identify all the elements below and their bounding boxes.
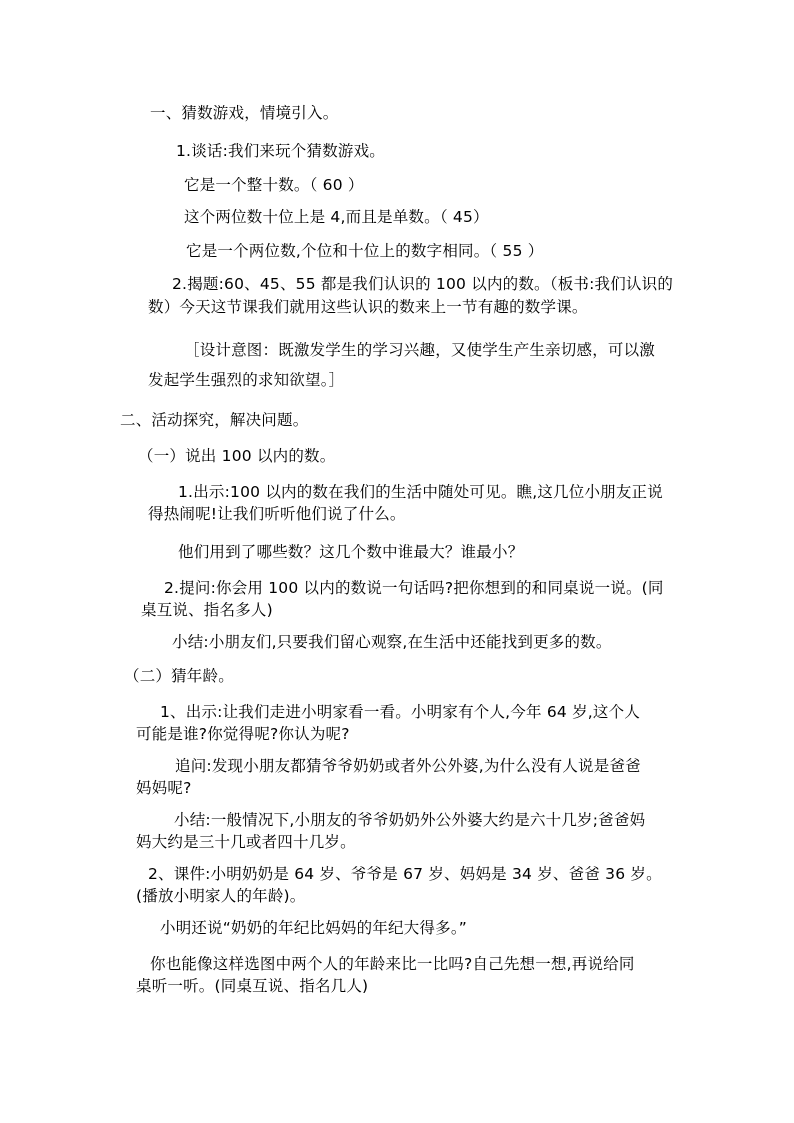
- subsection2-summary-line1: 小结:一般情况下,小朋友的爷爷奶奶外公外婆大约是六十几岁;爸爸妈: [174, 811, 646, 829]
- section1-clue1: 它是一个整十数。（ 60 ）: [184, 176, 364, 194]
- subsection2-quote: 小明还说“奶奶的年纪比妈妈的年纪大得多。”: [160, 919, 468, 937]
- subsection2-summary-line2: 妈大约是三十几或者四十几岁。: [136, 833, 356, 851]
- section1-clue3: 它是一个两位数,个位和十位上的数字相同。（ 55 ）: [186, 242, 544, 260]
- subsection1-heading: （一）说出 100 以内的数。: [138, 447, 336, 465]
- subsection2-item2-line2: (播放小明家人的年龄)。: [136, 887, 306, 905]
- subsection1-item2-line2: 桌互说、指名多人): [141, 601, 273, 619]
- subsection1-item1-line2: 得热闹呢!让我们听听他们说了什么。: [148, 505, 406, 523]
- subsection2-task-line1: 你也能像这样选图中两个人的年龄来比一比吗?自己先想一想,再说给同: [150, 955, 635, 973]
- subsection2-task-line2: 桌听一听。(同桌互说、指名几人): [136, 977, 369, 995]
- design-intent-line1: ［设计意图：既激发学生的学习兴趣，又使学生产生亲切感，可以激: [184, 341, 656, 359]
- subsection2-ask-line1: 追问:发现小朋友都猜爷爷奶奶或者外公外婆,为什么没有人说是爸爸: [175, 757, 641, 775]
- subsection1-item2-line1: 2.提问:你会用 100 以内的数说一句话吗?把你想到的和同桌说一说。(同: [164, 579, 664, 597]
- section1-clue2: 这个两位数十位上是 4,而且是单数。（ 45）: [184, 208, 489, 226]
- subsection2-item1-line2: 可能是谁?你觉得呢?你认为呢?: [136, 725, 350, 743]
- section2-heading: 二、活动探究，解决问题。: [120, 411, 309, 429]
- design-intent-line2: 发起学生强烈的求知欲望。］: [148, 371, 345, 389]
- section1-item2-line1: 2.揭题:60、45、55 都是我们认识的 100 以内的数。（板书:我们认识的: [172, 275, 674, 293]
- subsection1-question: 他们用到了哪些数？这几个数中谁最大？谁最小？: [178, 543, 524, 561]
- subsection1-summary: 小结:小朋友们,只要我们留心观察,在生活中还能找到更多的数。: [172, 633, 612, 651]
- subsection2-ask-line2: 妈妈呢?: [136, 779, 192, 797]
- subsection2-item2-line1: 2、课件:小明奶奶是 64 岁、爷爷是 67 岁、妈妈是 34 岁、爸爸 36 岁。: [148, 865, 662, 883]
- subsection1-item1-line1: 1.出示:100 以内的数在我们的生活中随处可见。瞧,这几位小朋友正说: [178, 483, 663, 501]
- subsection2-heading: （二）猜年龄。: [124, 667, 234, 685]
- section1-item2-line2: 数）今天这节课我们就用这些认识的数来上一节有趣的数学课。: [148, 298, 588, 316]
- section1-heading: 一、猜数游戏，情境引入。: [150, 104, 339, 122]
- section1-item1: 1.谈话:我们来玩个猜数游戏。: [176, 142, 386, 160]
- subsection2-item1-line1: 1、出示:让我们走进小明家看一看。小明家有个人,今年 64 岁,这个人: [160, 703, 641, 721]
